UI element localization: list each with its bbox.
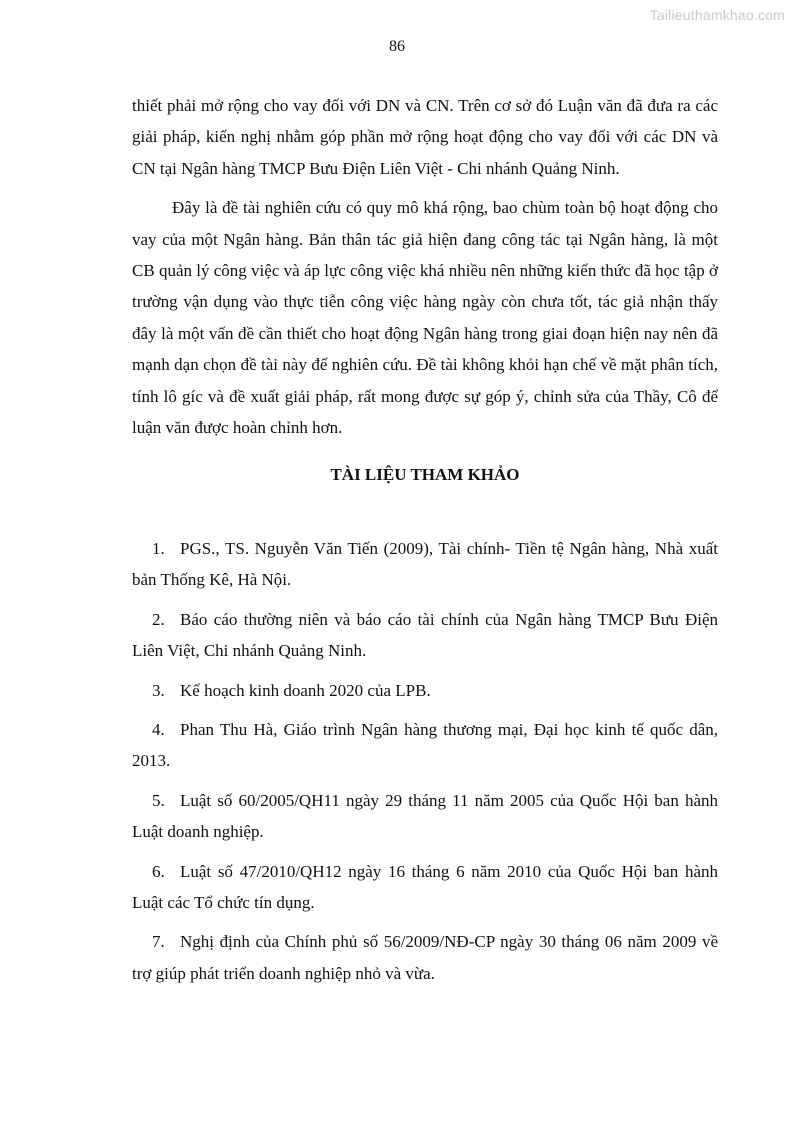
reference-number: 3. <box>152 680 165 700</box>
page-number: 86 <box>389 38 405 55</box>
reference-number: 2. <box>152 609 165 629</box>
reference-number: 5. <box>152 790 165 810</box>
paragraph-continuation: thiết phải mở rộng cho vay đối với DN và CN. Trên cơ sở đó Luận văn đã đưa ra các giải pháp, kiến nghị nhằm góp phần mở rộng hoạt động cho vay đối với các DN và CN tại Ngân hàng TMCP Bưu Điện Liên Việt - Chi nhánh Quảng Ninh. <box>132 96 718 178</box>
reference-text: Phan Thu Hà, Giáo trình Ngân hàng thương mại, Đại học kinh tế quốc dân, 2013. <box>132 719 718 771</box>
reference-item <box>132 926 718 989</box>
reference-text: Luật số 47/2010/QH12 ngày 16 tháng 6 năm 2010 của Quốc Hội ban hành Luật các Tổ chức tín dụng. <box>132 861 718 912</box>
watermark-text: Tailieuthamkhao.com <box>649 7 785 23</box>
reference-item <box>132 785 718 848</box>
reference-number: 7. <box>152 932 165 952</box>
document-body <box>132 90 718 997</box>
references-heading: TÀI LIỆU THAM KHẢO <box>330 465 520 485</box>
reference-text: Nghị định của Chính phủ số 56/2009/NĐ-CP ngày 30 tháng 06 năm 2009 về trợ giúp phát triển doanh nghiệp nhỏ và vừa. <box>132 932 718 983</box>
reference-number: 1. <box>152 538 165 558</box>
reference-item <box>132 675 718 706</box>
reference-number: 6. <box>152 861 165 881</box>
reference-text: PGS., TS. Nguyễn Văn Tiến (2009), Tài chính- Tiền tệ Ngân hàng, Nhà xuất bản Thống Kê, Hà Nội. <box>132 538 718 590</box>
reference-item <box>132 604 718 667</box>
reference-text: Báo cáo thường niên và báo cáo tài chính của Ngân hàng TMCP Bưu Điện Liên Việt, Chi nhánh Quảng Ninh. <box>132 609 718 661</box>
reference-text: Kế hoạch kinh doanh 2020 của LPB. <box>180 680 431 700</box>
reference-item <box>132 856 718 919</box>
references-list <box>132 533 718 989</box>
reference-number: 4. <box>152 719 165 739</box>
reference-item <box>132 533 718 596</box>
reference-text: Luật số 60/2005/QH11 ngày 29 tháng 11 năm 2005 của Quốc Hội ban hành Luật doanh nghiệp. <box>132 790 718 842</box>
reference-item <box>132 714 718 777</box>
paragraph-conclusion: Đây là đề tài nghiên cứu có quy mô khá rộng, bao chùm toàn bộ hoạt động cho vay của một Ngân hàng. Bản thân tác giả hiện đang công tác tại Ngân hàng, là một CB quản lý công việc và áp lực công việc khá nhiều nên những kiến thức đã học tập ở trường vận dụng vào thực tiễn công việc hàng ngày còn chưa tốt, tác giả nhận thấy đây là một vấn đề cần thiết cho hoạt động Ngân hàng trong giai đoạn hiện nay nên đã mạnh dạn chọn đề tài này để nghiên cứu. Đề tài không khỏi hạn chế về mặt phân tích, tính lô gíc và đề xuất giải pháp, rất mong được sự góp ý, chỉnh sửa của Thầy, Cô để luận văn được hoàn chỉnh hơn. <box>132 198 718 438</box>
